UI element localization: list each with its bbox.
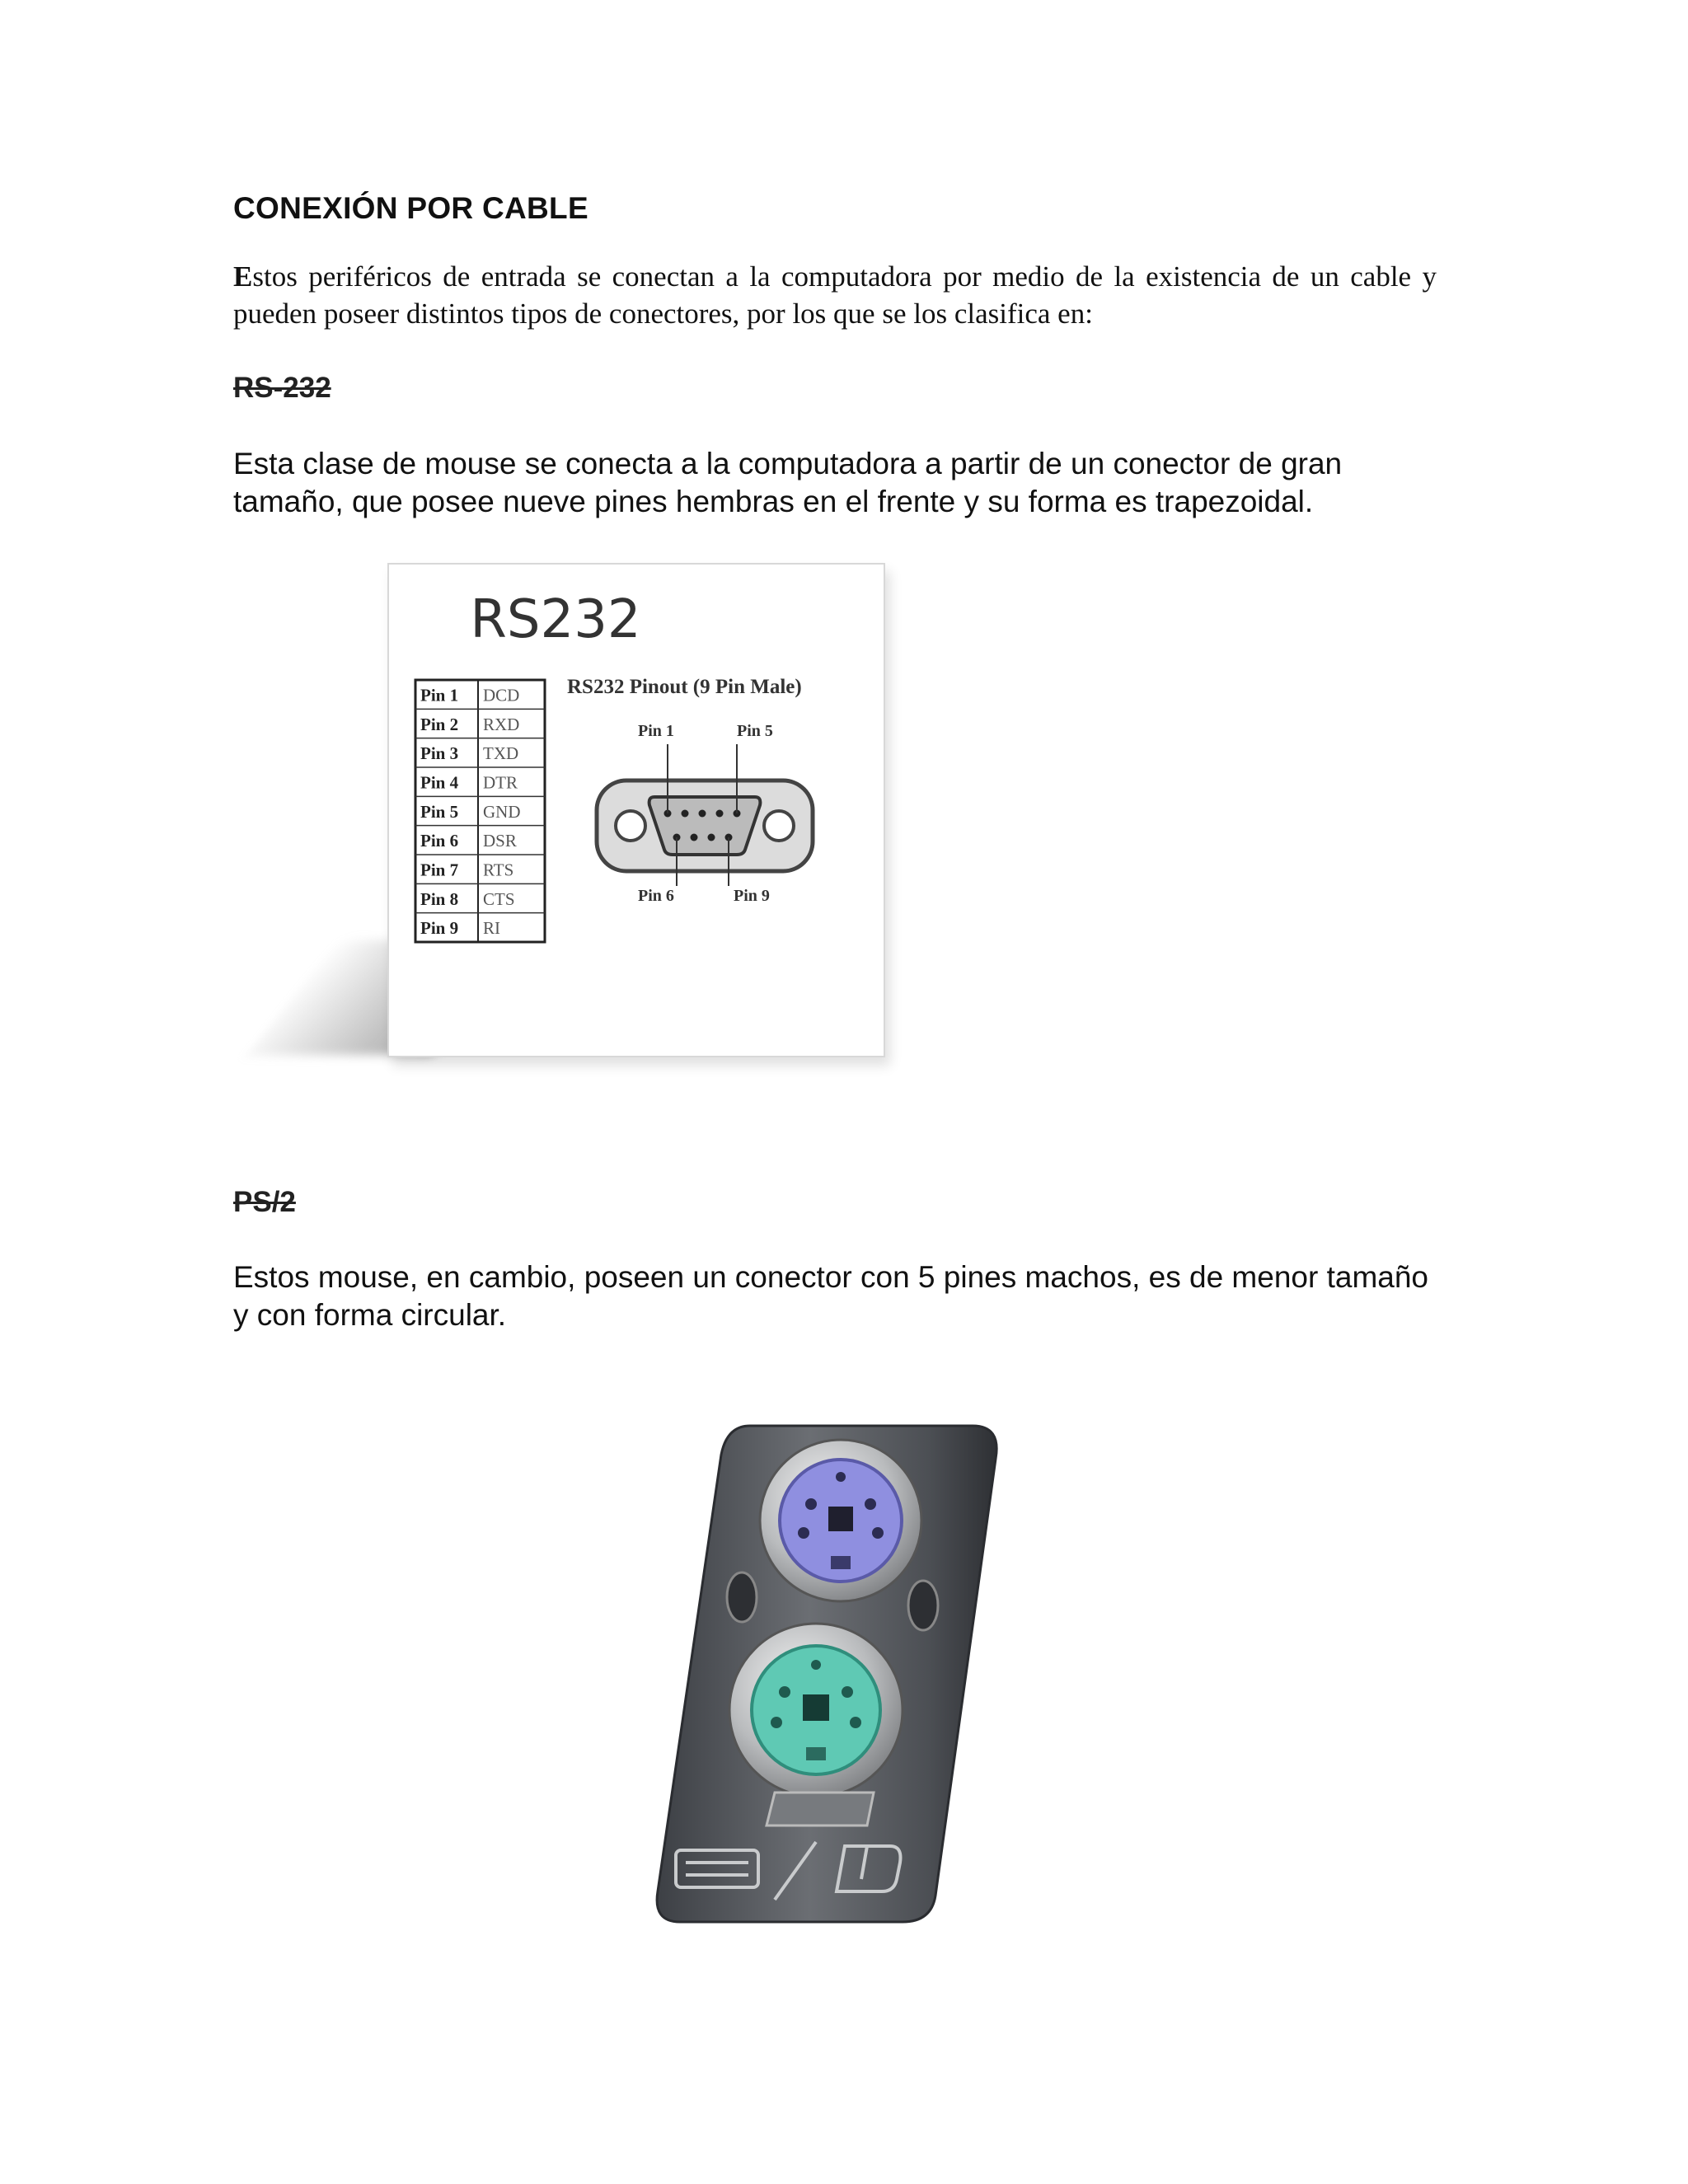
db9-connector — [597, 744, 813, 886]
rs232-figure-subtitle: RS232 Pinout (9 Pin Male) — [567, 676, 802, 698]
rs232-figure-svg — [389, 565, 887, 1059]
rs232-paragraph: Esta clase de mouse se conecta a la computadora a partir de un conector de gran tamaño, que posee nueve pines hembras en el frente y su forma es trapezoidal. — [233, 447, 1343, 518]
pin-label: Pin 5 — [420, 801, 459, 822]
pin-label: Pin 6 — [420, 831, 459, 851]
ps2-port-bottom — [729, 1624, 903, 1797]
callout-pin-5: Pin 5 — [737, 722, 773, 740]
pin-signal: RI — [483, 918, 500, 939]
pin-label: Pin 9 — [420, 918, 459, 939]
pin-label: Pin 1 — [420, 685, 459, 705]
pin-signal: RXD — [483, 714, 520, 734]
section-heading: CONEXIÓN POR CABLE — [233, 191, 588, 225]
intro-paragraph — [233, 258, 1437, 332]
latch-bracket — [767, 1793, 874, 1825]
pin-label: Pin 2 — [420, 714, 459, 734]
pin-signal: RTS — [483, 860, 514, 880]
pin-signal: DCD — [483, 685, 520, 705]
callout-pin-6: Pin 6 — [638, 887, 674, 905]
pin-signal: TXD — [483, 743, 519, 764]
pin-label: Pin 4 — [420, 772, 459, 793]
pin-signal: GND — [483, 801, 521, 822]
pin-label: Pin 3 — [420, 743, 459, 764]
mount-hole-right — [908, 1581, 938, 1630]
pin-label: Pin 8 — [420, 888, 459, 909]
ps2-ports-photo — [651, 1418, 1006, 1929]
pin-signal: DSR — [483, 831, 517, 851]
callout-pin-9: Pin 9 — [734, 887, 770, 905]
rs232-figure-title: RS232 — [470, 589, 641, 650]
ps2-paragraph: Estos mouse, en cambio, poseen un conector con 5 pines machos, es de menor tamaño y con forma circular. — [233, 1260, 1428, 1332]
intro-text: stos periféricos de entrada se conectan a la computadora por medio de la existencia de un cable y pueden poseer distintos tipos de conectores, por los que se los clasifica en: — [233, 260, 1437, 330]
ps2-heading: PS/2 — [233, 1186, 296, 1218]
intro-first-letter: E — [233, 260, 253, 293]
pin-signal: DTR — [483, 772, 518, 793]
pin-signal: CTS — [483, 888, 515, 909]
ps2-port-top — [760, 1440, 921, 1601]
pin-label: Pin 7 — [420, 860, 459, 880]
ps2-illustration — [651, 1418, 1006, 1929]
rs232-pinout-figure — [387, 563, 885, 1057]
pin-table — [415, 680, 545, 942]
mount-hole-left — [727, 1572, 757, 1622]
callout-pin-1: Pin 1 — [638, 722, 674, 740]
rs232-heading: RS-232 — [233, 372, 331, 404]
